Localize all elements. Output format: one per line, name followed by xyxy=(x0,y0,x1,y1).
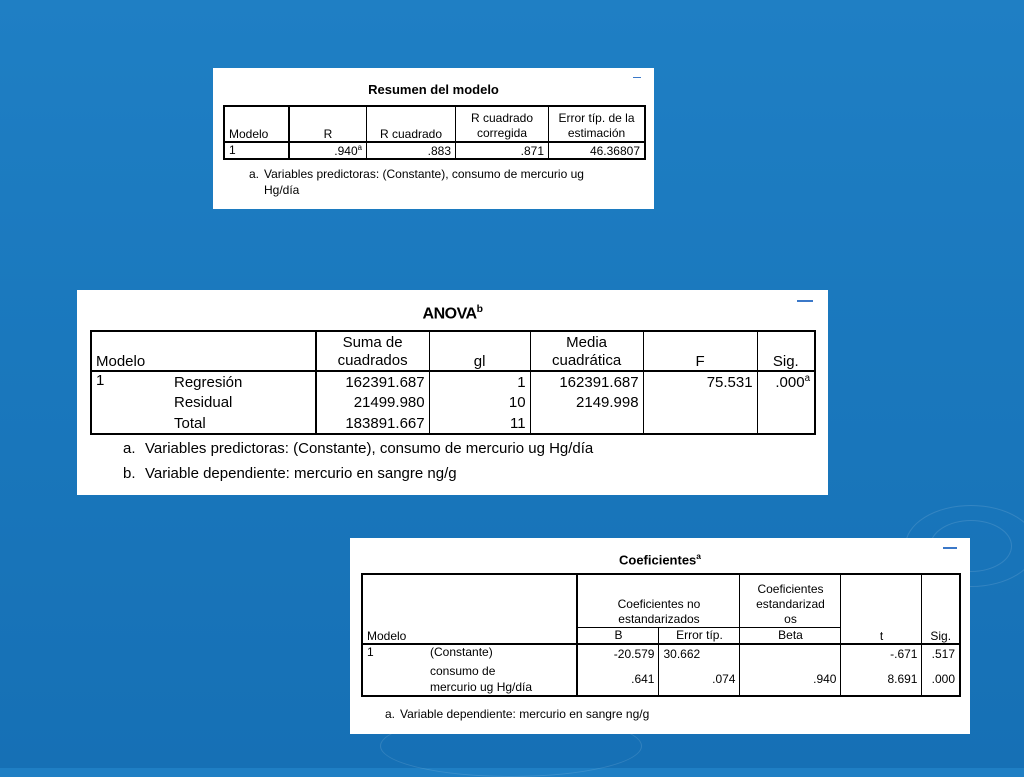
summary-header-r2c xyxy=(456,106,549,142)
summary-header-modelo-text: Modelo xyxy=(229,127,269,141)
coef-panel xyxy=(350,538,970,734)
summary-cell-r2: .883 xyxy=(367,142,456,159)
anova-header-suma-bottom: cuadrados xyxy=(337,352,408,369)
anova-cell-label: Regresión xyxy=(170,371,316,392)
anova-header-modelo xyxy=(91,331,316,371)
anova-title-sup: b xyxy=(476,304,483,315)
anova-header-sig-text: Sig. xyxy=(772,353,799,370)
anova-cell-f: 75.531 xyxy=(643,371,757,392)
anova-panel xyxy=(77,290,828,495)
anova-row xyxy=(91,392,815,413)
coef-cell-label-line2: mercurio ug Hg/día xyxy=(430,680,533,694)
summary-cell-r-sup: a xyxy=(357,143,362,152)
anova-table xyxy=(90,330,816,435)
anova-cell-label: Total xyxy=(170,413,316,434)
coef-cell-err: .074 xyxy=(659,663,740,696)
summary-table xyxy=(223,105,646,160)
coef-header-t xyxy=(841,574,922,644)
summary-header-err-bottom: estimación xyxy=(567,126,626,140)
coef-cell-t: -.671 xyxy=(841,644,922,663)
anova-cell-gl: 11 xyxy=(429,413,530,434)
coef-header-err: Error típ. xyxy=(659,627,740,644)
summary-footnote-line2: Hg/día xyxy=(264,183,300,197)
anova-footnote-b xyxy=(123,465,457,482)
summary-panel xyxy=(213,68,654,209)
coef-cell-beta xyxy=(740,644,841,663)
anova-cell-suma: 183891.667 xyxy=(316,413,430,434)
coef-header-est-1: Coeficientes xyxy=(757,581,824,596)
anova-cell-sig xyxy=(757,371,815,392)
anova-cell-label: Residual xyxy=(170,392,316,413)
coef-cell-model: 1 xyxy=(367,645,374,659)
anova-title-text: ANOVA xyxy=(422,305,477,323)
anova-row xyxy=(91,413,815,434)
summary-footnote-line1: Variables predictoras: (Constante), consumo de mercurio ug xyxy=(264,167,584,181)
anova-header-media xyxy=(530,331,643,371)
coef-cell-b: -20.579 xyxy=(577,644,659,663)
anova-cell-suma: 21499.980 xyxy=(316,392,430,413)
coef-header-noest-bottom: estandarizados xyxy=(618,611,700,626)
minimize-dash xyxy=(943,547,957,549)
coef-header-sig xyxy=(922,574,960,644)
coef-header-t-text: t xyxy=(879,629,884,643)
coef-cell-label-line1: consumo de xyxy=(430,664,496,678)
coef-cell-sig: .000 xyxy=(931,672,955,686)
summary-cell-err: 46.36807 xyxy=(589,143,640,158)
minimize-dash xyxy=(797,300,813,302)
coef-row xyxy=(362,644,960,663)
anova-footnote-a xyxy=(123,440,593,457)
coef-header-noest xyxy=(577,574,740,627)
anova-cell-sig-sup: a xyxy=(804,373,810,384)
summary-cell-r2c: .871 xyxy=(456,142,549,159)
summary-header-r2c-bottom: corregida xyxy=(476,126,528,140)
anova-cell-media: 2149.998 xyxy=(530,392,643,413)
coef-title-sup: a xyxy=(696,551,701,561)
coef-footnote xyxy=(385,707,649,721)
summary-header-err-top: Error típ. de la xyxy=(558,111,635,125)
coef-cell-t: 8.691 xyxy=(841,663,922,696)
summary-footnote xyxy=(249,166,584,198)
summary-title: Resumen del modelo xyxy=(368,82,499,97)
anova-header-media-bottom: cuadrática xyxy=(551,352,622,369)
anova-footnote-b-text: Variable dependiente: mercurio en sangre ng/g xyxy=(145,465,457,482)
coef-header-est xyxy=(740,574,841,627)
anova-cell-suma: 162391.687 xyxy=(316,371,430,392)
coef-cell-label xyxy=(426,663,577,696)
anova-title xyxy=(77,304,828,323)
coef-cell-err: 30.662 xyxy=(659,644,740,663)
coef-cell-beta: .940 xyxy=(740,663,841,696)
anova-header-f-text: F xyxy=(695,353,705,370)
minimize-dash xyxy=(633,77,641,78)
coef-title xyxy=(350,551,970,567)
anova-footnote-b-label: b. xyxy=(123,465,136,482)
coef-header-modelo xyxy=(362,574,577,644)
coef-header-est-2: estandarizad xyxy=(756,596,825,611)
anova-cell-gl: 1 xyxy=(429,371,530,392)
coef-cell-b: .641 xyxy=(577,663,659,696)
coef-header-noest-top: Coeficientes no xyxy=(617,596,701,611)
summary-cell-modelo: 1 xyxy=(224,142,289,159)
summary-cell-r-value: .940 xyxy=(334,144,358,158)
coef-footnote-text: Variable dependiente: mercurio en sangre ng/g xyxy=(400,707,650,721)
anova-header-sig xyxy=(757,331,815,371)
anova-header-f xyxy=(643,331,757,371)
anova-cell-sig-value: .000 xyxy=(775,374,805,391)
coef-footnote-label: a. xyxy=(385,707,396,721)
anova-footnote-a-label: a. xyxy=(123,440,136,457)
anova-cell-media: 162391.687 xyxy=(530,371,643,392)
summary-footnote-label: a. xyxy=(249,167,260,181)
summary-header-r xyxy=(289,106,367,142)
anova-header-gl-text: gl xyxy=(473,353,486,370)
anova-header-gl xyxy=(429,331,530,371)
summary-row xyxy=(224,142,645,159)
coef-cell-label: (Constante) xyxy=(426,644,577,663)
summary-header-r2 xyxy=(367,106,456,142)
summary-header-r-text: R xyxy=(323,127,333,141)
anova-cell-gl: 10 xyxy=(429,392,530,413)
anova-header-suma-top: Suma de xyxy=(342,334,403,351)
coef-header-est-3: os xyxy=(784,611,797,626)
anova-cell-model: 1 xyxy=(96,372,105,389)
coef-header-beta: Beta xyxy=(740,627,841,644)
anova-row xyxy=(91,371,815,392)
anova-footnote-a-text: Variables predictoras: (Constante), consumo de mercurio ug Hg/día xyxy=(145,440,594,457)
anova-header-modelo-text: Modelo xyxy=(96,353,146,370)
summary-header-r2c-top: R cuadrado xyxy=(470,111,534,125)
summary-header-modelo xyxy=(224,106,289,142)
coef-header-sig-text: Sig. xyxy=(930,629,952,643)
coef-header-b: B xyxy=(577,627,659,644)
summary-header-err xyxy=(549,106,646,142)
summary-header-r2-text: R cuadrado xyxy=(379,127,443,141)
anova-header-suma xyxy=(316,331,430,371)
coef-header-modelo-text: Modelo xyxy=(367,629,407,643)
coef-row xyxy=(362,663,960,696)
summary-cell-r xyxy=(289,142,367,159)
coef-title-text: Coeficientes xyxy=(618,552,697,568)
anova-header-media-top: Media xyxy=(566,334,608,351)
coef-cell-sig: .517 xyxy=(931,647,955,661)
coef-table xyxy=(361,573,961,697)
